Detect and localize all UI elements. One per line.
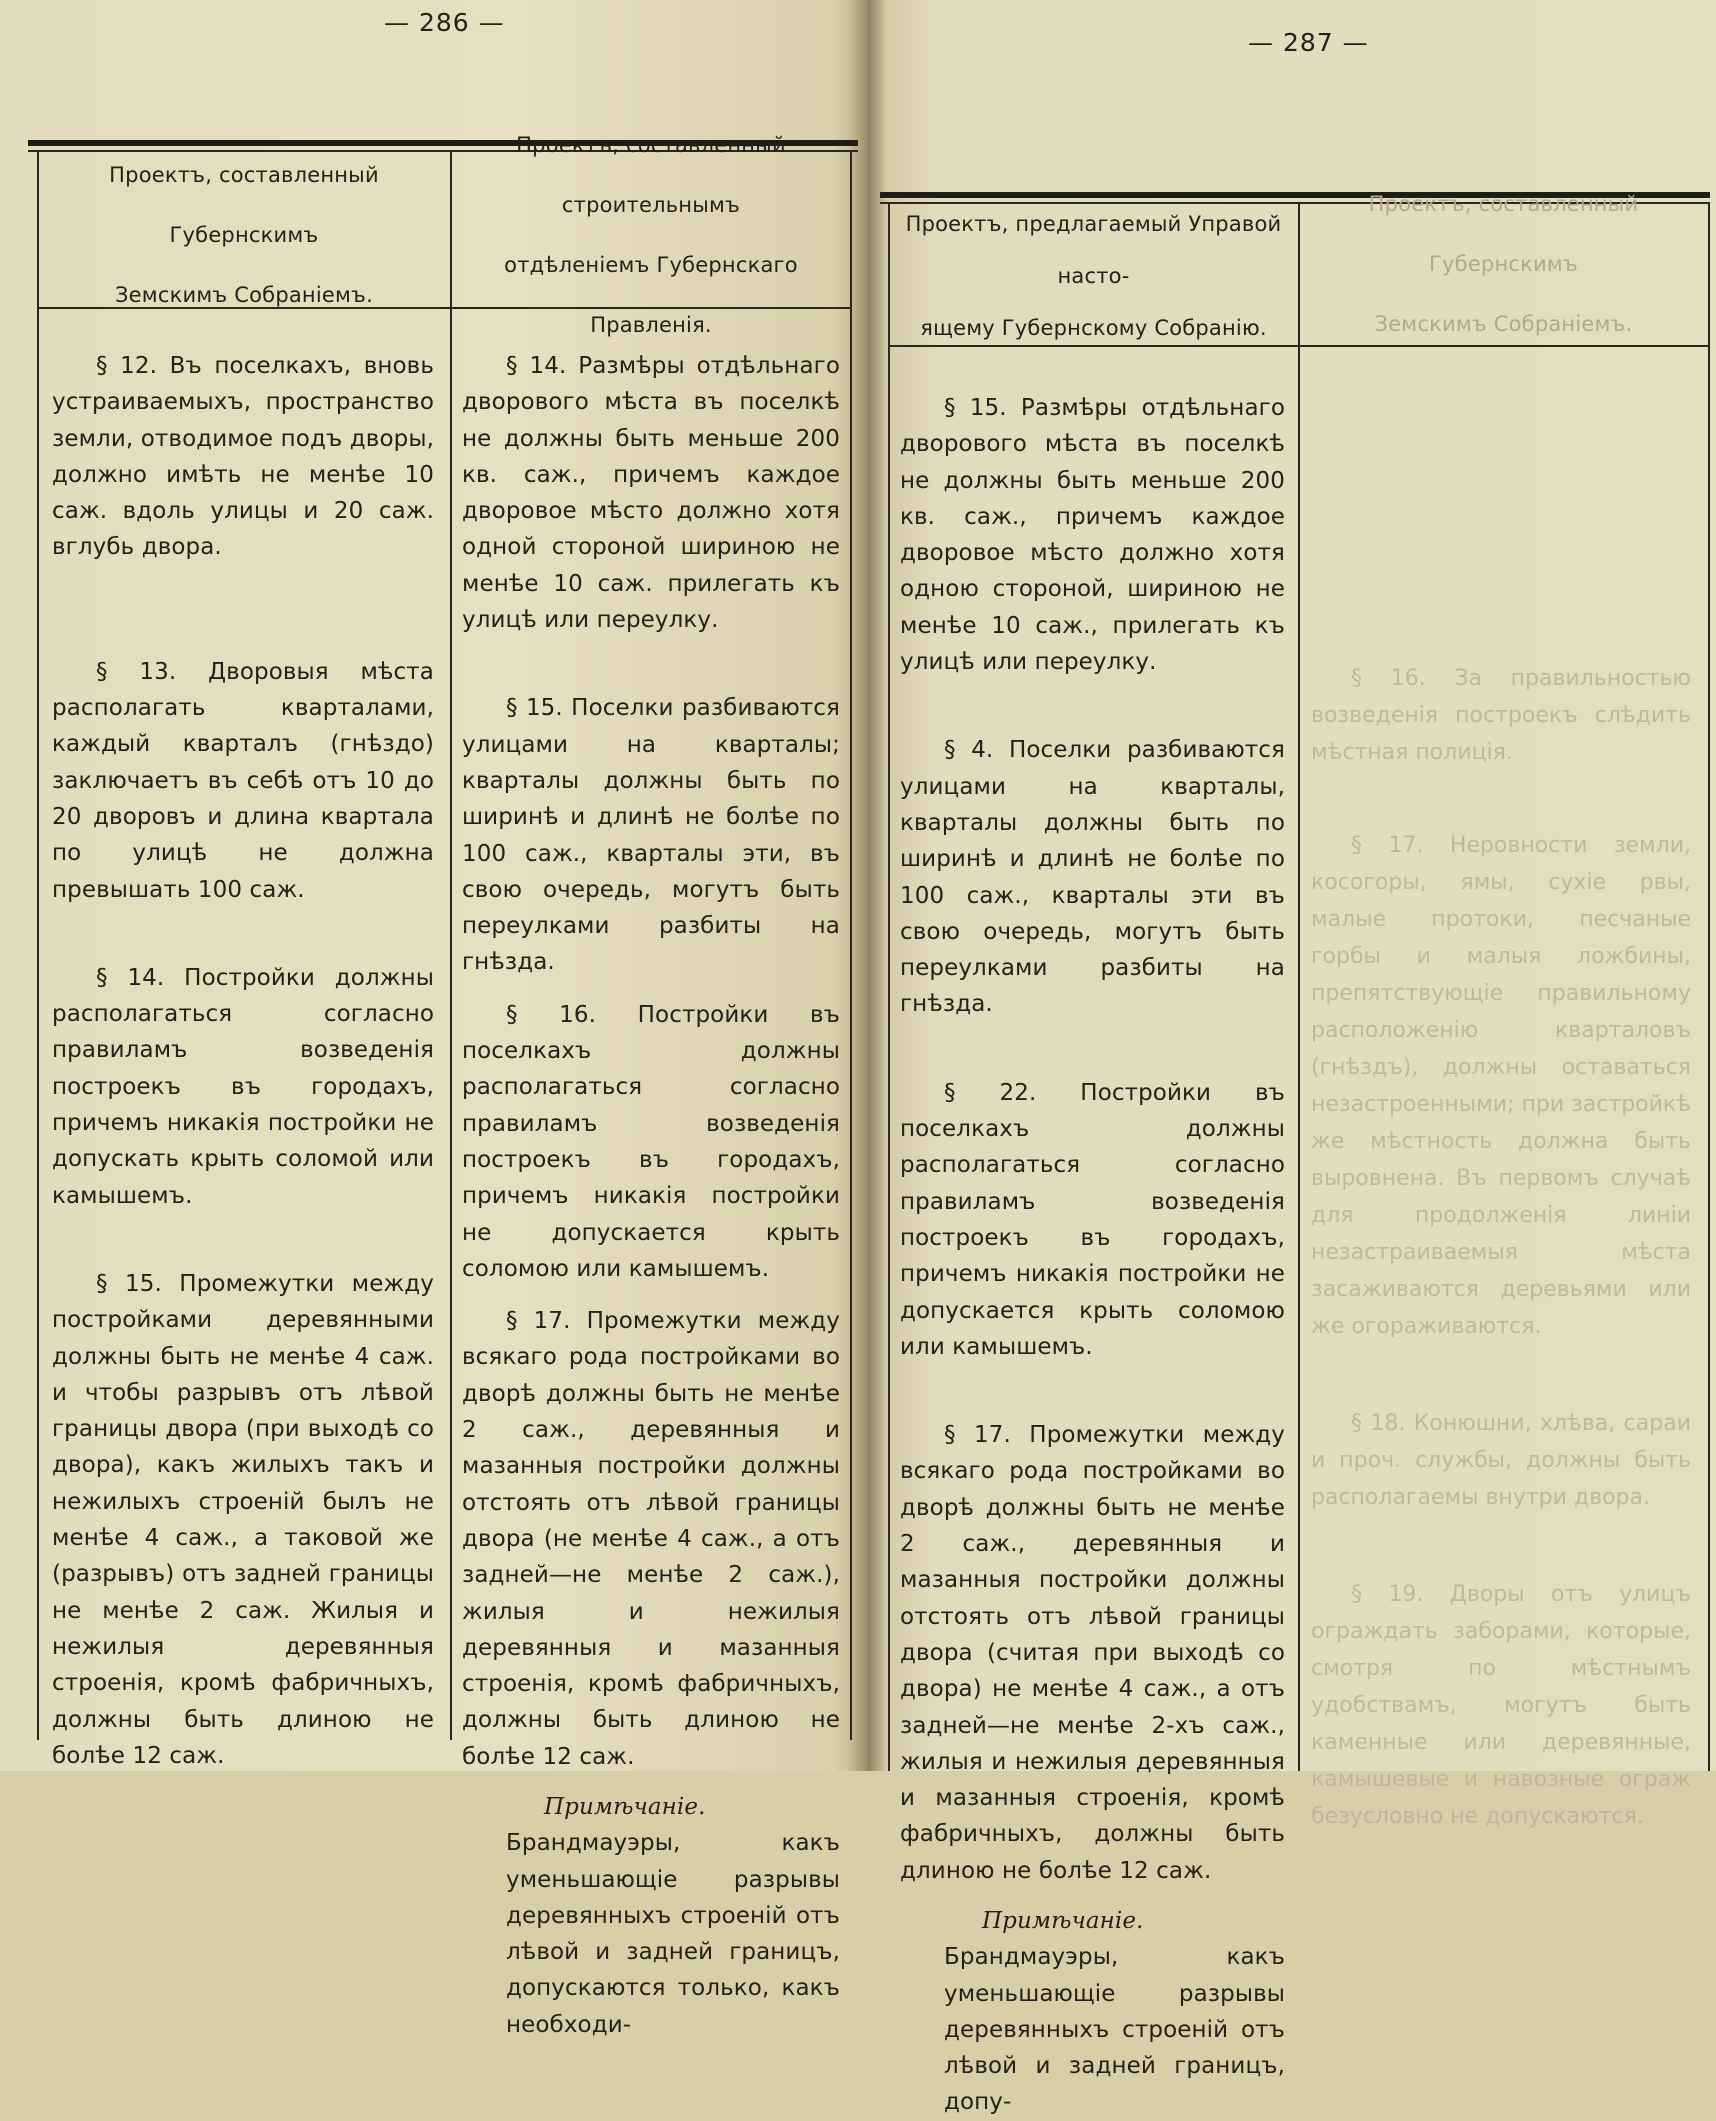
header-line: отдѣленіемъ Губернскаго Правленія. [504, 253, 798, 337]
paragraph: § 17. Промежутки между всякаго рода постройками во дворѣ должны быть не менѣе 2 саж., деревянныя и мазанныя постройки должны отстоять отъ лѣвой границы двора (считая при выходѣ со двора) не менѣе 4 саж., а отъ задней—не менѣе 2-хъ саж., жилыя и нежилыя деревянныя и мазанныя строенія, кромѣ фабричныхъ, должны быть длиною не болѣе 12 саж. [900, 1422, 1285, 1884]
table-border-left [37, 150, 39, 1740]
note-text: Брандмауэры, какъ уменьшающіе разрывы деревянныхъ строеній отъ лѣвой и задней границъ, допу- [944, 1944, 1285, 2116]
paragraph: § 17. Неровности земли, косогоры, ямы, сухіе рвы, малые протоки, песчаные горбы и малыя ложбины, препятствующіе правильному расположенію кварталовъ (гнѣздъ), должны оставаться незастроенными; при застройкѣ же мѣстность должна быть выровнена. Въ первомъ случаѣ для продолженія линіи незастраиваемыя мѣста засаживаются деревьями или же огораживаются. [1311, 833, 1691, 1339]
column-1-right [900, 390, 1285, 2121]
note-paragraph [944, 1903, 1285, 2121]
header-line: Проектъ, составленный строительнымъ [516, 133, 786, 217]
note-label: Примѣчаніе. [982, 1907, 1144, 1934]
header-line: Проектъ, предлагаемый Управой насто- [905, 212, 1282, 288]
paragraph: § 12. Въ поселкахъ, вновь устраиваемыхъ, пространство земли, отводимое подъ дворы, должно имѣть не менѣе 10 саж. вдоль улицы и 20 саж. вглубь двора. [52, 353, 434, 561]
paragraph: § 22. Постройки въ поселкахъ должны располагаться согласно правиламъ возведенія построекъ въ городахъ, причемъ никакія постройки не допускается крыть соломою или камышемъ. [900, 1079, 1285, 1360]
header-col2-right [1301, 192, 1706, 336]
paragraph: § 13. Дворовыя мѣста располагать кварталами, каждый кварталъ (гнѣздо) заключаетъ въ себѣ отъ 10 до 20 дворовъ и длина квартала по улицѣ не должна превышать 100 саж. [52, 658, 434, 903]
table-border-left-right-page [888, 202, 890, 1771]
column-1-left [52, 348, 434, 1774]
paragraph: § 19. Дворы отъ улицъ ограждать заборами, которые, смотря по мѣстнымъ удобствамъ, могутъ быть каменные или деревянные, камышевые и навозные ограж безусловно не допускаются. [1311, 1582, 1691, 1829]
paragraph: § 4. Поселки разбиваются улицами на кварталы, кварталы должны быть по ширинѣ и длинѣ не болѣе по 100 саж., кварталы эти въ свою очередь, могутъ быть переулками разбиты на гнѣзда. [900, 737, 1285, 1018]
note-label: Примѣчаніе. [544, 1793, 706, 1820]
header-line: Земскимъ Собраніемъ. [115, 283, 373, 307]
paragraph: § 16. За правильностью возведенія построекъ слѣдить мѣстная полиція. [1311, 666, 1691, 765]
paragraph: § 14. Постройки должны располагаться согласно правиламъ возведенія построекъ въ городахъ, причемъ никакія постройки не допускать крыть соломой или камышемъ. [52, 964, 434, 1209]
paragraph: § 14. Размѣры отдѣльнаго дворового мѣста въ поселкѣ не должны быть меньше 200 кв. саж., причемъ каждое дворовое мѣсто должно хотя одной стороной шириною не менѣе 10 саж. прилегать къ улицѣ или переулку. [462, 353, 840, 634]
note-paragraph [506, 1789, 840, 2043]
header-line: Проектъ, составленный Губернскимъ [1368, 192, 1639, 276]
header-col1-right [891, 210, 1296, 342]
paragraph: § 18. Конюшни, хлѣва, сараи и проч. службы, должны быть располагаемы внутри двора. [1311, 1411, 1691, 1510]
right-page [868, 0, 1716, 2116]
column-divider-right [1298, 202, 1300, 1771]
paragraph: § 17. Промежутки между всякаго рода постройками во дворѣ должны быть не менѣе 2 саж., деревянныя и мазанныя постройки должны отстоять отъ лѣвой границы двора (не менѣе 4 саж., а отъ задней—не менѣе 2 саж.), жилыя и нежилыя деревянныя и мазанныя строенія, кромѣ фабричныхъ, должны быть длиною не болѣе 12 саж. [462, 1308, 840, 1770]
paragraph: § 16. Постройки въ поселкахъ должны располагаться согласно правиламъ возведенія построекъ въ городахъ, причемъ никакія постройки не допускается крыть соломою или камышемъ. [462, 1001, 840, 1282]
note-text: Брандмауэры, какъ уменьшающіе разрывы деревянныхъ строеній отъ лѣвой и задней границъ, допускаются только, какъ необходи- [506, 1830, 840, 2038]
page-number-left: — 286 — [384, 8, 505, 37]
column-2-left [462, 348, 840, 2043]
paragraph: § 15. Поселки разбиваются улицами на кварталы; кварталы должны быть по ширинѣ и длинѣ не болѣе по 100 саж., кварталы эти, въ свою очередь, могутъ быть переулками разбиты на гнѣзда. [462, 695, 840, 976]
header-col1-left [40, 163, 448, 307]
paragraph: § 15. Размѣры отдѣльнаго дворового мѣста въ поселкѣ не должны быть меньше 200 кв. саж., причемъ каждое дворовое мѣсто должно хотя одною стороной, шириною не менѣе 10 саж., прилегать къ улицѣ или переулку. [900, 395, 1285, 676]
header-col2-left [453, 133, 849, 337]
header-line: Земскимъ Собраніемъ. [1374, 312, 1633, 336]
book-gutter [848, 0, 888, 1771]
header-line: ящему Губернскому Собранію. [920, 316, 1267, 340]
table-border-right [1708, 202, 1710, 1771]
page-number-right: — 287 — [1248, 28, 1369, 57]
header-line: Проектъ, составленный Губернскимъ [109, 163, 379, 247]
left-page [0, 0, 868, 2038]
paragraph: § 15. Промежутки между постройками деревянными должны быть не менѣе 4 саж. и чтобы разрывъ отъ лѣвой границы двора (при выходѣ со двора), какъ жилыхъ такъ и нежилыхъ строеній былъ не менѣе 4 саж., а таковой же (разрывъ) отъ задней границы не менѣе 2 саж. Жилыя и нежилыя деревянныя строенія, кромѣ фабричныхъ, должны быть длиною не болѣе 12 саж. [52, 1270, 434, 1769]
column-divider-left [450, 150, 452, 1740]
column-2-right-faded [1311, 660, 1691, 1835]
